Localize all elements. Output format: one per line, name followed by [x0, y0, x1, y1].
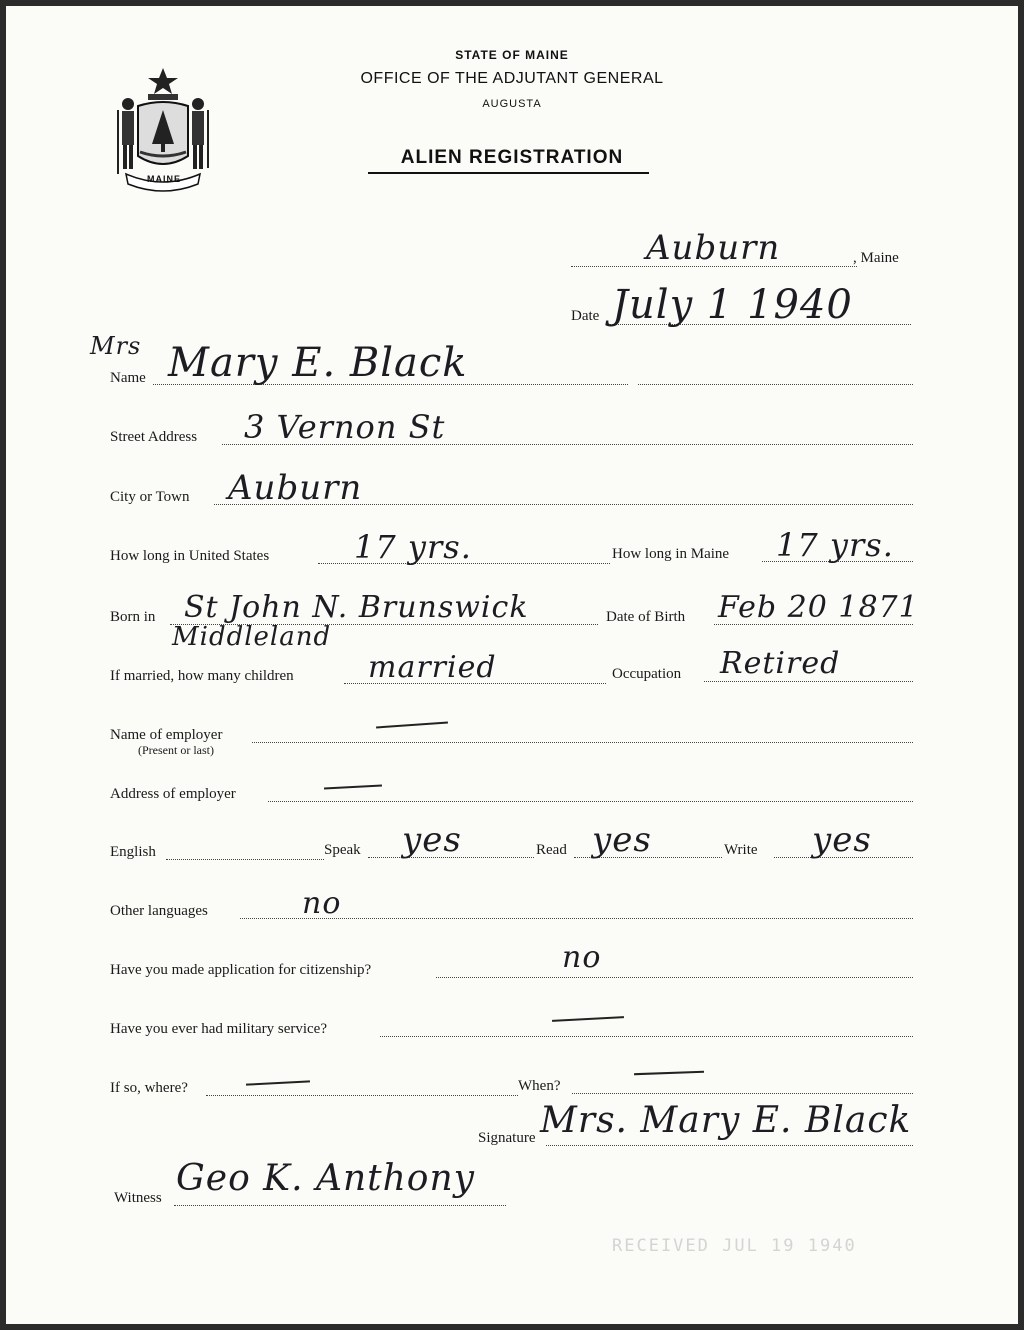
signature-value: Mrs. Mary E. Black [540, 1100, 912, 1141]
when-label: When? [518, 1078, 561, 1094]
occupation-line [704, 681, 913, 682]
read-label: Read [536, 842, 567, 858]
citizenship-label: Have you made application for citizenship? [110, 962, 372, 978]
date-value: July 1 1940 [612, 282, 853, 328]
how-long-maine-value: 17 yrs. [776, 526, 894, 564]
signature-line [546, 1145, 913, 1146]
how-long-us-value: 17 yrs. [354, 528, 472, 566]
born-in-label: Born in [110, 609, 156, 625]
header-office: OFFICE OF THE ADJUTANT GENERAL [360, 70, 664, 87]
occupation-value: Retired [720, 646, 841, 681]
married-value: married [368, 650, 497, 685]
when-line [572, 1093, 913, 1094]
title-underline [368, 172, 649, 174]
header-city: AUGUSTA [482, 98, 542, 110]
employer-address-label: Address of employer [110, 786, 236, 802]
name-value: Mary E. Black [168, 340, 468, 386]
witness-label: Witness [114, 1190, 162, 1206]
witness-line [174, 1205, 506, 1206]
military-line [380, 1036, 913, 1037]
date-of-birth-label: Date of Birth [606, 609, 686, 625]
employer-address-dash [324, 784, 382, 789]
other-languages-value: no [302, 886, 342, 921]
when-dash [634, 1071, 704, 1075]
street-label: Street Address [110, 429, 198, 445]
military-label: Have you ever had military service? [110, 1021, 327, 1037]
write-label: Write [724, 842, 758, 858]
seal-motto-text: MAINE [147, 174, 181, 184]
employer-dash [376, 721, 448, 728]
city-value: Auburn [228, 468, 363, 508]
other-languages-label: Other languages [110, 903, 208, 919]
speak-value: yes [402, 820, 462, 860]
married-label: If married, how many children [110, 668, 294, 684]
form-title: ALIEN REGISTRATION [400, 147, 624, 168]
name-line-2 [638, 384, 913, 385]
where-line [206, 1095, 518, 1096]
where-dash [246, 1080, 310, 1085]
signature-label: Signature [478, 1130, 536, 1146]
born-in-value: St John N. Brunswick [184, 590, 529, 625]
name-label: Name [110, 370, 146, 386]
maine-label: , Maine [853, 250, 899, 266]
where-label: If so, where? [110, 1080, 188, 1096]
witness-value: Geo K. Anthony [176, 1158, 475, 1199]
employer-line [252, 742, 913, 743]
header-state: STATE OF MAINE [455, 48, 569, 62]
citizenship-line [436, 977, 913, 978]
english-label: English [110, 844, 156, 860]
occupation-label: Occupation [612, 666, 682, 682]
english-line [166, 859, 324, 860]
employer-address-line [268, 801, 913, 802]
how-long-maine-label: How long in Maine [612, 546, 730, 562]
employer-sub-label: (Present or last) [138, 743, 214, 757]
registration-form [6, 6, 1018, 1324]
date-of-birth-value: Feb 20 1871 [718, 590, 919, 625]
town-value: Auburn [646, 228, 781, 268]
employer-label: Name of employer [110, 727, 223, 743]
city-label: City or Town [110, 489, 190, 505]
speak-label: Speak [324, 842, 361, 858]
military-dash [552, 1016, 624, 1022]
born-in-extra-value: Middleland [172, 622, 332, 652]
street-value: 3 Vernon St [244, 408, 446, 446]
citizenship-value: no [562, 940, 602, 975]
received-stamp: RECEIVED JUL 19 1940 [612, 1236, 857, 1256]
title-value: Mrs [90, 332, 142, 360]
read-value: yes [592, 820, 652, 860]
write-value: yes [812, 820, 872, 860]
date-label: Date [571, 308, 600, 324]
how-long-us-label: How long in United States [110, 548, 270, 564]
